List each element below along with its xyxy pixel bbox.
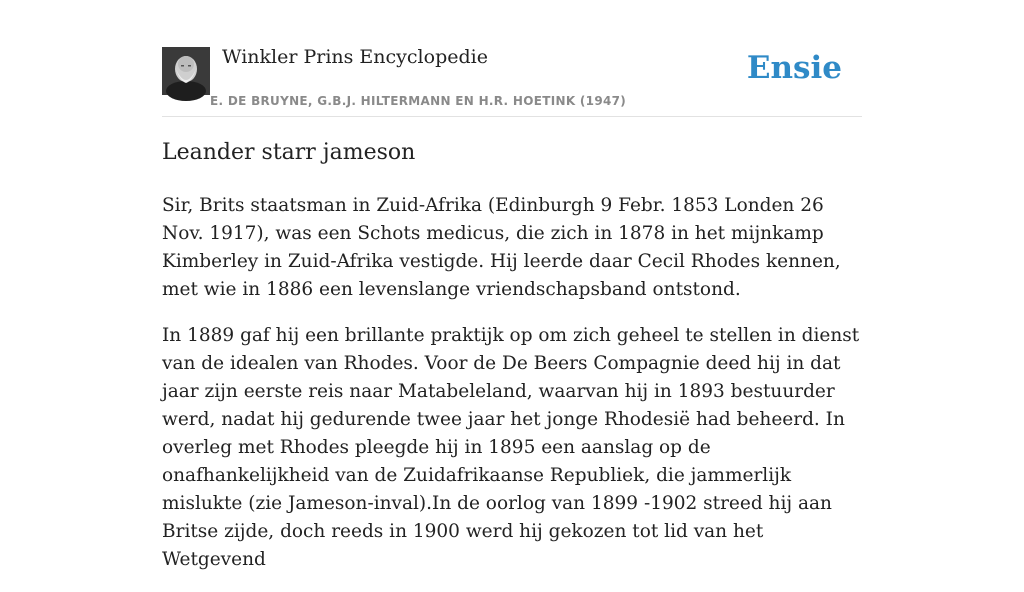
article-paragraph: In 1889 gaf hij een brillante praktijk op om zich geheel te stellen in dienst van de idealen van Rhodes. Voor de De Beers Compagnie deed hij in dat jaar zijn eerste reis naar Matabeleland, waarvan hij in 1893 bestuurder werd, nadat hij gedurende twee jaar het jonge Rhodesië had beheerd. In overleg met Rhodes pleegde hij in 1895 een aanslag op de onafhankelijkheid van de Zuidafrikaanse Republiek, die jammerlijk mislukte (zie Jameson-inval).In de oorlog van 1899 -1902 streed hij aan Britse zijde, doch reeds in 1900 werd hij gekozen tot lid van het Wetgevend (162, 325, 860, 570)
portrait-image (162, 47, 210, 95)
article-body (162, 192, 862, 592)
source-authors: E. DE BRUYNE, G.B.J. HILTERMANN EN H.R. HOETINK (1947) (210, 94, 627, 108)
ensie-logo-link[interactable]: Ensie (746, 50, 842, 86)
article-title: Leander starr jameson (162, 140, 416, 165)
author-avatar[interactable] (162, 47, 210, 95)
source-title[interactable]: Winkler Prins Encyclopedie (222, 46, 488, 68)
article-paragraph: Sir, Brits staatsman in Zuid-Afrika (Edinburgh 9 Febr. 1853 Londen 26 Nov. 1917), was een Schots medicus, die zich in 1878 in het mijnkamp Kimberley in Zuid-Afrika vestigde. Hij leerde daar Cecil Rhodes kennen, met wie in 1886 een levenslange vriendschapsband ontstond. (162, 195, 841, 300)
source-header (162, 40, 862, 117)
